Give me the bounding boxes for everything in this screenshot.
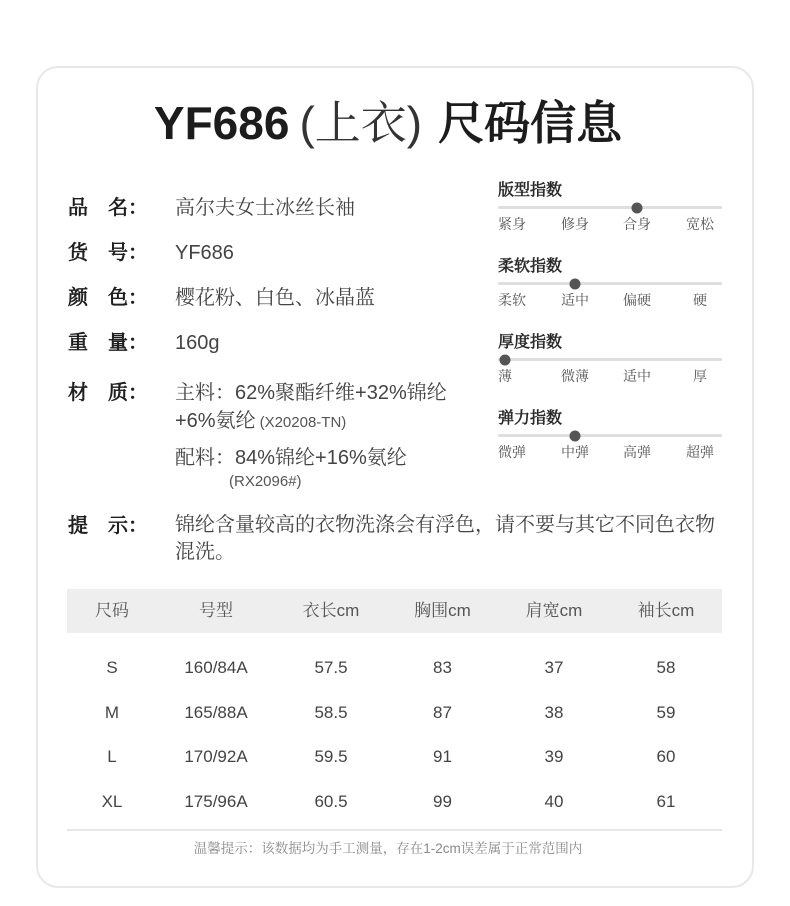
index-track: [498, 434, 722, 437]
table-cell: L: [107, 747, 117, 766]
table-row: [67, 735, 722, 780]
index-option: 适中: [561, 292, 589, 308]
index-track: [498, 282, 722, 285]
table-cell: 165/88A: [184, 702, 248, 722]
main-fabric-spandex: +6%氨纶: [175, 410, 256, 432]
index-option: 硬: [693, 292, 707, 308]
measurement-note: 温馨提示：该数据均为手工测量，存在1-2cm误差属于正常范围内: [193, 841, 583, 856]
table-cell: 87: [433, 702, 452, 722]
table-cell: 38: [544, 702, 564, 722]
table-cell: 58: [656, 658, 676, 677]
table-cell: 57.5: [314, 658, 348, 677]
table-cell: 58.5: [314, 702, 348, 722]
table-cell: 59.5: [314, 747, 348, 766]
info-value: YF686: [175, 242, 234, 264]
info-label: 材 质：: [68, 382, 148, 404]
table-header-cell: 肩宽cm: [525, 601, 583, 620]
index-option: 偏硬: [623, 292, 651, 308]
index-option: 微弹: [498, 444, 526, 460]
main-fabric-line-2: [175, 407, 447, 437]
table-cell: M: [104, 702, 120, 722]
index-title: 厚度指数: [498, 334, 563, 351]
info-label: 品 名：: [68, 197, 148, 219]
table-cell: 39: [544, 747, 564, 766]
index-option: 合身: [623, 216, 651, 232]
table-header-cell: 号型: [199, 601, 233, 620]
index-block-softness: [498, 256, 722, 332]
info-label: 颜 色：: [68, 287, 148, 309]
index-title: 柔软指数: [498, 258, 563, 275]
table-cell: 60: [656, 747, 676, 766]
index-block-fit: [498, 180, 722, 256]
table-cell: 61: [656, 791, 676, 811]
index-track: [498, 206, 722, 209]
index-option: 薄: [498, 368, 512, 384]
table-cell: S: [106, 658, 118, 677]
table-header-cell: 袖长cm: [637, 601, 695, 620]
product-category-title: (上衣): [299, 97, 423, 149]
table-header-row: [67, 589, 722, 633]
table-header-cell: 衣长cm: [302, 601, 360, 620]
index-option: 柔软: [498, 292, 526, 308]
table-header-cell: 胸围cm: [414, 601, 471, 620]
index-option: 中弹: [561, 444, 589, 460]
index-option: 超弹: [686, 444, 714, 460]
info-value: 樱花粉、白色、冰晶蓝: [175, 287, 375, 309]
index-options: [498, 366, 722, 386]
table-cell: 160/84A: [184, 658, 248, 677]
main-fabric-code: (X20208-TN): [259, 414, 347, 431]
table-cell: 91: [433, 747, 452, 766]
index-options: [498, 442, 722, 462]
size-table: [67, 589, 722, 831]
table-header-cell: 尺码: [95, 601, 129, 620]
index-options: [498, 290, 722, 310]
main-fabric-line: 主料：62%聚酯纤维+32%锦纶: [175, 382, 447, 404]
trim-fabric-line: 配料：84%锦纶+16%氨纶: [175, 447, 407, 469]
info-label: 提 示：: [68, 515, 148, 537]
table-cell: 175/96A: [184, 791, 248, 811]
index-option: 宽松: [686, 216, 714, 232]
info-value: 160g: [175, 332, 220, 354]
table-row: [67, 780, 722, 825]
index-indicator-dot: [570, 430, 581, 441]
index-block-thickness: [498, 332, 722, 408]
table-row: [67, 646, 722, 691]
index-indicator-dot: [632, 202, 643, 213]
table-cell: 170/92A: [184, 747, 248, 766]
table-body: [67, 633, 722, 831]
table-cell: 59: [656, 702, 676, 722]
index-option: 适中: [623, 368, 651, 384]
product-code-title: YF686: [153, 97, 290, 149]
material-value: [175, 379, 447, 492]
table-cell: 99: [433, 791, 452, 811]
table-cell: XL: [101, 791, 123, 811]
info-value: 高尔夫女士冰丝长袖: [175, 197, 355, 219]
table-row: [67, 691, 722, 736]
index-indicator-dot: [500, 354, 511, 365]
index-option: 厚: [693, 368, 707, 384]
index-track: [498, 358, 722, 361]
index-option: 修身: [561, 216, 589, 232]
table-cell: 60.5: [314, 791, 348, 811]
index-option: 微薄: [561, 368, 589, 384]
index-title: 弹力指数: [498, 410, 563, 427]
title-text: 尺码信息: [438, 97, 623, 149]
hint-text: 锦纶含量较高的衣物洗涤会有浮色，请不要与其它不同色衣物混洗。: [175, 514, 715, 563]
trim-fabric-code: (RX2096#): [229, 473, 302, 490]
fit-indices-panel: [498, 180, 722, 484]
table-cell: 83: [433, 658, 452, 677]
page-title: [0, 95, 776, 151]
table-cell: 37: [544, 658, 564, 677]
info-row-hint: [68, 512, 758, 566]
info-label: 重 量：: [68, 332, 148, 354]
index-title: 版型指数: [498, 182, 563, 199]
index-options: [498, 214, 722, 234]
info-label: 货 号：: [68, 242, 148, 264]
index-indicator-dot: [570, 278, 581, 289]
index-block-stretch: [498, 408, 722, 484]
table-cell: 40: [544, 791, 564, 811]
index-option: 高弹: [623, 444, 651, 460]
index-option: 紧身: [498, 216, 526, 232]
